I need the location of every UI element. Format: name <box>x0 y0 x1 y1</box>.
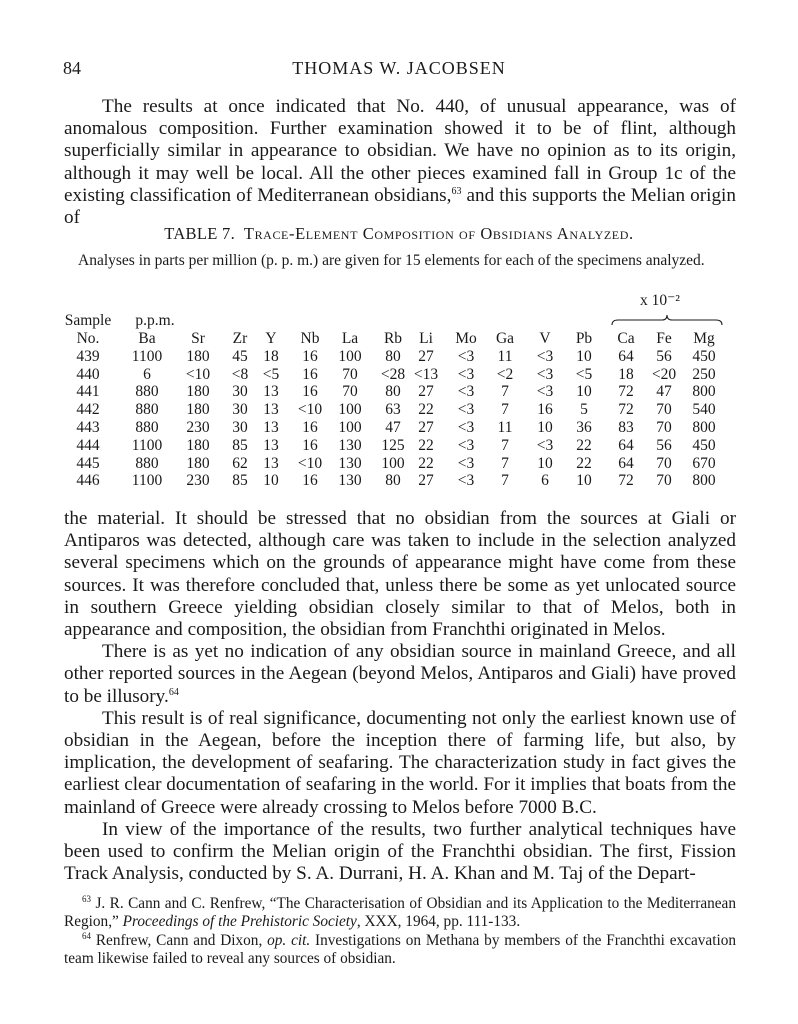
column-header-rb: Rb <box>383 330 403 347</box>
table-cell: 13 <box>263 436 279 454</box>
paragraph-sources-text: There is as yet no indication of any obsidian source in mainland Greece, and all other reported sources in the Aegean (beyond Melos, Antiparos and Giali) have proved to be illusory. <box>64 641 736 707</box>
table-cell: <13 <box>413 365 439 383</box>
footnote-title: Proceedings of the Prehistoric Society <box>122 913 357 930</box>
table-cell: <10 <box>297 454 323 472</box>
paragraph-sources <box>64 641 736 708</box>
table-cell: <3 <box>536 383 554 401</box>
table-cell: 63 <box>385 401 401 419</box>
table-cell: 180 <box>186 436 210 454</box>
table-cell: 130 <box>338 436 362 454</box>
table-cell: 22 <box>576 454 592 472</box>
table-cell: 70 <box>656 472 672 490</box>
table-cell: 439 <box>76 347 100 365</box>
table-cell: <10 <box>185 365 211 383</box>
footnote-text-tail: Investigations on Methana by members of the Franchthi excavation team likewise failed to reveal any sources of obsidian. <box>64 932 737 967</box>
table-cell: 540 <box>692 401 716 419</box>
table-cell: <5 <box>575 365 593 383</box>
column-header-v: V <box>539 330 551 347</box>
column-header-sr: Sr <box>191 330 205 347</box>
table-cell: 443 <box>76 419 100 436</box>
table-cell: <3 <box>457 383 475 401</box>
table-cell: 70 <box>656 419 672 436</box>
column-header-zr: Zr <box>232 330 248 347</box>
table-cell: 130 <box>338 472 362 490</box>
table-cell: 7 <box>501 454 509 472</box>
table-cell: 441 <box>76 383 100 401</box>
table-cell: 16 <box>302 365 318 383</box>
column-header-li: Li <box>419 330 433 347</box>
table-cell: 10 <box>576 347 592 365</box>
table-cell: <28 <box>380 365 406 383</box>
table-cell: <3 <box>457 365 475 383</box>
brace-icon <box>610 313 724 327</box>
paragraph-material: the material. It should be stressed that no obsidian from the sources at Giali or Antiparos was detected, although care was taken to include in the selection analyzed several specimens which on the grounds of appearance might have come from these sources. It was therefore concluded that, unless there be some as yet unlocated source in southern Greece yielding obsidian closely similar to that of Melos, both in appearance and composition, the obsidian from Franchthi originated in Melos. <box>64 508 736 641</box>
table-title <box>0 224 798 244</box>
table-cell: <3 <box>457 401 475 419</box>
table-cell: 16 <box>537 401 553 419</box>
table-cell: 47 <box>385 419 401 436</box>
paragraph-techniques: In view of the importance of the results, two further analytical techniques have been used to confirm the Melian origin of the Franchthi obsidian. The first, Fission Track Analysis, conducted by S. A. Durrani, H. A. Khan and M. Taj of the Depart- <box>64 818 736 885</box>
table-cell: 880 <box>135 401 159 419</box>
table-cell: 11 <box>497 347 513 365</box>
running-head: THOMAS W. JACOBSEN <box>292 58 506 78</box>
table-cell: 100 <box>381 454 405 472</box>
table-cell: 27 <box>418 419 434 436</box>
table-cell: 800 <box>692 383 716 401</box>
table-cell: 16 <box>302 436 318 454</box>
table-cell: 30 <box>232 401 248 419</box>
table-cell: 442 <box>76 401 100 419</box>
footnote-text: J. R. Cann and C. Renfrew, “The Characterisation of Obsidian and its Application to the Mediterranean Region,” <box>64 895 736 930</box>
table-cell: 45 <box>232 347 248 365</box>
table-cell: <3 <box>457 472 475 490</box>
footnote-text: Renfrew, Cann and Dixon, <box>95 932 268 949</box>
table-cell: 1100 <box>131 347 163 365</box>
table-cell: 16 <box>302 347 318 365</box>
table-cell: 85 <box>232 472 248 490</box>
top-text-block <box>64 96 736 229</box>
table-cell: 64 <box>618 436 634 454</box>
paragraph-results-text: The results at once indicated that No. 440, of unusual appearance, was of anomalous composition. Further examination showed it to be of flint, although superficially similar in appearance to obsidian. We have no opinion as to its origin, although it may well be local. All the other pieces examined fall in Group 1c of the existing classification of Mediterranean obsidians, <box>64 96 736 206</box>
footnote-text-tail: , XXX, 1964, pp. 111-133. <box>356 913 521 930</box>
column-header-la: La <box>341 330 359 347</box>
brace-label: x 10⁻² <box>640 292 680 309</box>
table-cell: 10 <box>576 383 592 401</box>
column-header-ga: Ga <box>495 330 515 347</box>
table-cell: 22 <box>576 436 592 454</box>
table-cell: 440 <box>76 365 100 383</box>
table-cell: 880 <box>135 383 159 401</box>
column-header-pb: Pb <box>575 330 593 347</box>
table-cell: <3 <box>457 419 475 436</box>
table-cell: 27 <box>418 347 434 365</box>
header-ppm: p.p.m. <box>135 312 175 329</box>
table-cell: 70 <box>656 454 672 472</box>
column-header-fe: Fe <box>656 330 672 347</box>
table-cell: 800 <box>692 472 716 490</box>
table-cell: <2 <box>496 365 514 383</box>
page-number: 84 <box>63 58 81 78</box>
table-cell: 62 <box>232 454 248 472</box>
table-cell: 70 <box>342 365 358 383</box>
table-cell: 880 <box>135 454 159 472</box>
table-cell: 72 <box>618 383 634 401</box>
table-cell: <3 <box>457 436 475 454</box>
footnote-ref-63[interactable]: 63 <box>451 185 462 197</box>
table-cell: 7 <box>501 401 509 419</box>
paragraph-significance: This result is of real significance, documenting not only the earliest known use of obsidian in the Aegean, before the inception there of farming life, but also, by implication, the development of seafaring. The characterization study in fact gives the earliest clear documentation of seafaring in the world. For it implies that boats from the mainland of Greece were already crossing to Melos before 7000 B.C. <box>64 707 736 818</box>
table-cell: 22 <box>418 454 434 472</box>
table-cell: 16 <box>302 383 318 401</box>
table-cell: 56 <box>656 347 672 365</box>
footnote-64 <box>64 932 736 968</box>
table-cell: 180 <box>186 401 210 419</box>
footnote-63 <box>64 895 736 931</box>
table-cell: <3 <box>536 365 554 383</box>
table-cell: 230 <box>186 419 210 436</box>
column-header-mo: Mo <box>455 330 477 347</box>
table-cell: 13 <box>263 419 279 436</box>
table-cell: 10 <box>263 472 279 490</box>
table-cell: 72 <box>618 472 634 490</box>
table-cell: 10 <box>576 472 592 490</box>
table-cell: 1100 <box>131 436 163 454</box>
table-cell: <10 <box>297 401 323 419</box>
footnote-number: 64 <box>82 931 91 941</box>
table-cell: <20 <box>651 365 677 383</box>
table-cell: 1100 <box>131 472 163 490</box>
column-header-mg: Mg <box>693 330 715 347</box>
table-caption: Trace-Element Composition of Obsidians Analyzed. <box>243 224 634 243</box>
table-cell: <3 <box>536 347 554 365</box>
table-cell: 27 <box>418 472 434 490</box>
table-cell: 30 <box>232 383 248 401</box>
table-cell: 100 <box>338 419 362 436</box>
table-cell: 27 <box>418 383 434 401</box>
table-cell: 11 <box>497 419 513 436</box>
footnotes <box>64 895 736 969</box>
table-cell: 13 <box>263 383 279 401</box>
table-cell: 7 <box>501 383 509 401</box>
table-cell: 22 <box>418 436 434 454</box>
column-header-y: Y <box>265 330 277 347</box>
table-cell: 80 <box>385 383 401 401</box>
table-cell: 16 <box>302 419 318 436</box>
table-cell: <5 <box>262 365 280 383</box>
table-cell: 800 <box>692 419 716 436</box>
table-cell: 250 <box>692 365 716 383</box>
table-cell: 18 <box>618 365 634 383</box>
table-cell: 36 <box>576 419 592 436</box>
table-cell: 6 <box>143 365 151 383</box>
footnote-citation: op. cit. <box>267 932 311 949</box>
column-header-no: No. <box>76 330 100 347</box>
table-cell: 100 <box>338 347 362 365</box>
paragraph-results-tail: and this supports the Melian origin of <box>64 184 736 229</box>
table-cell: 85 <box>232 436 248 454</box>
table-cell: 64 <box>618 347 634 365</box>
table-cell: 125 <box>381 436 405 454</box>
table-cell: 450 <box>692 436 716 454</box>
table-cell: 880 <box>135 419 159 436</box>
table-note: Analyses in parts per million (p. p. m.) are given for 15 elements for each of the specimens analyzed. <box>78 252 705 269</box>
table-cell: 7 <box>501 436 509 454</box>
table-number: TABLE 7. <box>164 224 236 243</box>
table-cell: <3 <box>457 454 475 472</box>
table-cell: 80 <box>385 472 401 490</box>
table-cell: 450 <box>692 347 716 365</box>
table-cell: 446 <box>76 472 100 490</box>
table-cell: 72 <box>618 401 634 419</box>
table-cell: <8 <box>231 365 249 383</box>
table-cell: 22 <box>418 401 434 419</box>
table-cell: 13 <box>263 401 279 419</box>
table-cell: 6 <box>541 472 549 490</box>
table-cell: 83 <box>618 419 634 436</box>
table-cell: 13 <box>263 454 279 472</box>
footnote-number: 63 <box>82 894 91 904</box>
table-cell: 7 <box>501 472 509 490</box>
table-cell: 10 <box>537 419 553 436</box>
table-cell: 230 <box>186 472 210 490</box>
table-cell: 5 <box>580 401 588 419</box>
table-cell: 100 <box>338 401 362 419</box>
table-cell: 70 <box>342 383 358 401</box>
table-cell: 64 <box>618 454 634 472</box>
table-cell: 30 <box>232 419 248 436</box>
table-cell: 47 <box>656 383 672 401</box>
column-header-nb: Nb <box>300 330 320 347</box>
table-cell: 444 <box>76 436 100 454</box>
table-cell: 180 <box>186 347 210 365</box>
footnote-ref-64[interactable]: 64 <box>168 686 179 698</box>
table-cell: <3 <box>457 347 475 365</box>
table-cell: 80 <box>385 347 401 365</box>
bottom-text-block <box>64 508 736 885</box>
column-header-ba: Ba <box>138 330 156 347</box>
table-cell: 180 <box>186 383 210 401</box>
table-cell: <3 <box>536 436 554 454</box>
column-header-ca: Ca <box>617 330 635 347</box>
table-cell: 56 <box>656 436 672 454</box>
table-cell: 130 <box>338 454 362 472</box>
table-cell: 10 <box>537 454 553 472</box>
header-sample: Sample <box>64 312 112 329</box>
paragraph-results <box>64 96 736 229</box>
table-cell: 445 <box>76 454 100 472</box>
table-cell: 670 <box>692 454 716 472</box>
table-cell: 70 <box>656 401 672 419</box>
table-cell: 18 <box>263 347 279 365</box>
trace-element-table <box>58 290 738 490</box>
table-cell: 16 <box>302 472 318 490</box>
table-cell: 180 <box>186 454 210 472</box>
